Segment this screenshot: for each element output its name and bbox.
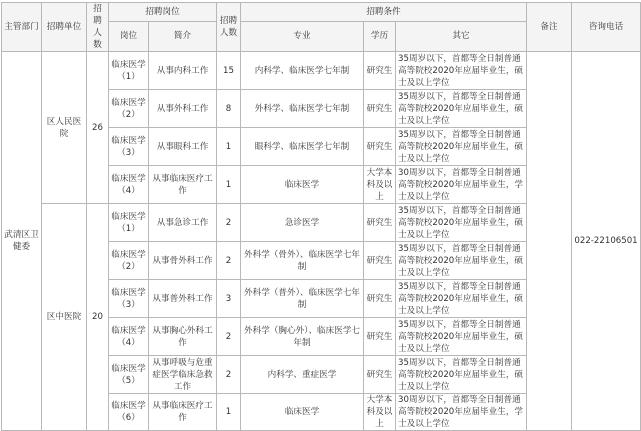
major-cell: 内科学、重症医学 xyxy=(241,356,364,394)
header-phone: 咨询电话 xyxy=(572,3,641,52)
major-cell: 外科学、临床医学七年制 xyxy=(241,90,364,128)
edu-cell: 大学本科及以上 xyxy=(364,394,396,431)
count-cell: 15 xyxy=(217,52,241,90)
post-cell: 临床医学（1） xyxy=(109,204,149,242)
post-cell: 临床医学（5） xyxy=(109,356,149,394)
post-cell: 临床医学（3） xyxy=(109,128,149,166)
count-cell: 1 xyxy=(217,166,241,204)
edu-cell: 研究生 xyxy=(364,356,396,394)
edu-cell: 研究生 xyxy=(364,90,396,128)
other-cell: 35周岁以下，首都等全日制普通高等院校2020年应届毕业生，硕士及以上学位 xyxy=(396,128,527,166)
header-pos-count: 招聘人数 xyxy=(217,3,241,52)
other-cell: 35周岁以下，首都等全日制普通高等院校2020年应届毕业生，硕士及以上学位 xyxy=(396,204,527,242)
count-cell: 8 xyxy=(217,90,241,128)
edu-cell: 研究生 xyxy=(364,128,396,166)
unit-name-cell: 区中医院 xyxy=(42,204,87,431)
other-cell: 35周岁以下，首都等全日制普通高等院校2020年应届毕业生，硕士及以上学位 xyxy=(396,90,527,128)
edu-cell: 大学本科及以上 xyxy=(364,166,396,204)
unit-name-cell: 区人民医院 xyxy=(42,52,87,204)
count-cell: 2 xyxy=(217,242,241,280)
major-cell: 临床医学 xyxy=(241,394,364,431)
major-cell: 眼科学、临床医学七年制 xyxy=(241,128,364,166)
unit-total-cell: 20 xyxy=(87,204,109,431)
edu-cell: 研究生 xyxy=(364,318,396,356)
intro-cell: 从事普外科工作 xyxy=(149,280,217,318)
other-cell: 35周岁以下，首都等全日制普通高等院校2020年应届毕业生，硕士及以上学位 xyxy=(396,318,527,356)
post-cell: 临床医学（2） xyxy=(109,242,149,280)
table-row xyxy=(2,52,641,90)
department-cell: 武清区卫健委 xyxy=(2,52,42,431)
count-cell: 2 xyxy=(217,204,241,242)
header-sub-edu: 学历 xyxy=(364,21,396,51)
header-sub-post: 岗位 xyxy=(109,21,149,51)
intro-cell: 从事骨外科工作 xyxy=(149,242,217,280)
unit-total-cell: 26 xyxy=(87,52,109,204)
major-cell: 急诊医学 xyxy=(241,204,364,242)
header-positions: 招聘岗位 xyxy=(109,3,217,22)
notes-cell xyxy=(527,52,572,431)
edu-cell: 研究生 xyxy=(364,52,396,90)
header-count: 招聘人数 xyxy=(87,3,109,52)
edu-cell: 研究生 xyxy=(364,280,396,318)
post-cell: 临床医学（1） xyxy=(109,52,149,90)
major-cell: 外科学（骨外）、临床医学七年制 xyxy=(241,242,364,280)
other-cell: 35周岁以下，首都等全日制普通高等院校2020年应届毕业生，硕士及以上学位 xyxy=(396,52,527,90)
edu-cell: 研究生 xyxy=(364,242,396,280)
header-conditions: 招聘条件 xyxy=(241,3,527,22)
intro-cell: 从事内科工作 xyxy=(149,52,217,90)
post-cell: 临床医学（3） xyxy=(109,280,149,318)
major-cell: 外科学（普外）、临床医学七年制 xyxy=(241,280,364,318)
header-notes: 备注 xyxy=(527,3,572,52)
major-cell: 内科学、临床医学七年制 xyxy=(241,52,364,90)
post-cell: 临床医学（6） xyxy=(109,394,149,431)
header-dept: 主管部门 xyxy=(2,3,42,52)
other-cell: 35周岁以下，首都等全日制普通高等院校2020年应届毕业生，硕士及以上学位 xyxy=(396,280,527,318)
major-cell: 外科学（胸心外）、临床医学七年制 xyxy=(241,318,364,356)
other-cell: 30周岁以下，首都等全日制普通高等院校2020年应届毕业生，学士及以上学位 xyxy=(396,166,527,204)
intro-cell: 从事眼科工作 xyxy=(149,128,217,166)
intro-cell: 从事呼吸与危重症医学临床急救工作 xyxy=(149,356,217,394)
other-cell: 30周岁以下，首都等全日制普通高等院校2020年应届毕业生，学士及以上学位 xyxy=(396,394,527,431)
intro-cell: 从事胸心外科工作 xyxy=(149,318,217,356)
count-cell: 1 xyxy=(217,128,241,166)
phone-cell: 022-22106501 xyxy=(572,52,641,431)
intro-cell: 从事急诊工作 xyxy=(149,204,217,242)
other-cell: 35周岁以下，首都等全日制普通高等院校2020年应届毕业生，硕士及以上学位 xyxy=(396,242,527,280)
post-cell: 临床医学（4） xyxy=(109,318,149,356)
count-cell: 3 xyxy=(217,280,241,318)
post-cell: 临床医学（2） xyxy=(109,90,149,128)
other-cell: 35周岁以下，首都等全日制普通高等院校2020年应届毕业生，硕士及以上学位 xyxy=(396,356,527,394)
header-sub-other: 其它 xyxy=(396,21,527,51)
recruitment-table xyxy=(1,2,641,431)
intro-cell: 从事外科工作 xyxy=(149,90,217,128)
major-cell: 临床医学 xyxy=(241,166,364,204)
header-unit: 招聘单位 xyxy=(42,3,87,52)
edu-cell: 研究生 xyxy=(364,204,396,242)
intro-cell: 从事临床医疗工作 xyxy=(149,166,217,204)
header-sub-intro: 简介 xyxy=(149,21,217,51)
count-cell: 1 xyxy=(217,394,241,431)
count-cell: 2 xyxy=(217,318,241,356)
count-cell: 2 xyxy=(217,356,241,394)
intro-cell: 从事临床医疗工作 xyxy=(149,394,217,431)
header-sub-major: 专业 xyxy=(241,21,364,51)
post-cell: 临床医学（4） xyxy=(109,166,149,204)
